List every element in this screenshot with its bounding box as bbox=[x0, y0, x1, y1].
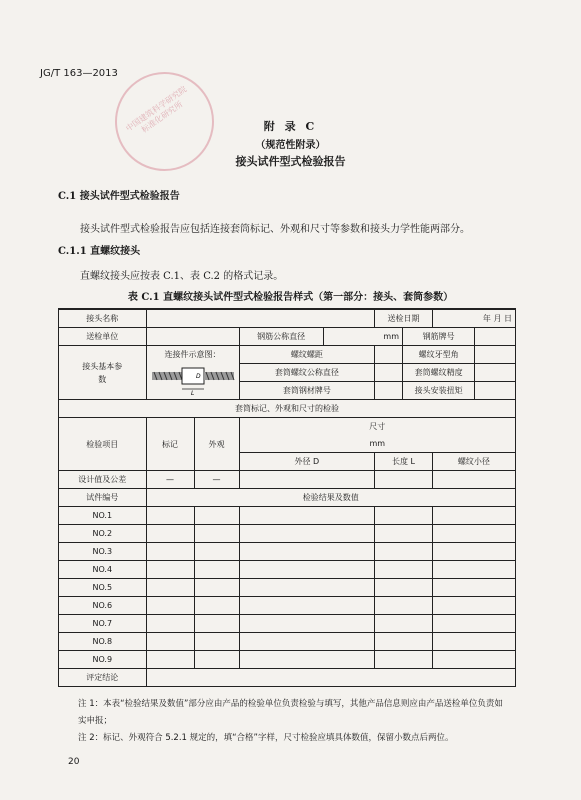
cell-design-appearance-dash: — bbox=[194, 471, 239, 489]
cell-sleeve-thread-dia-value[interactable] bbox=[375, 364, 403, 382]
result-cell[interactable] bbox=[432, 525, 515, 543]
diagram-D: D bbox=[195, 373, 201, 380]
cell-sleeve-section: 套筒标记、外观和尺寸的检验 bbox=[59, 400, 516, 418]
cell-joint-name-label: 接头名称 bbox=[59, 309, 147, 328]
table-caption: 表 C.1 直螺纹接头试件型式检验报告样式（第一部分：接头、套筒参数） bbox=[127, 292, 454, 303]
cell-results-header: 检验结果及数值 bbox=[146, 489, 515, 507]
specimen-label: NO.3 bbox=[59, 543, 147, 561]
cell-thread-profile-value[interactable] bbox=[475, 346, 516, 364]
result-cell[interactable] bbox=[194, 561, 239, 579]
result-cell[interactable] bbox=[146, 561, 194, 579]
result-cell[interactable] bbox=[194, 651, 239, 669]
result-cell[interactable] bbox=[375, 561, 433, 579]
result-cell[interactable] bbox=[239, 543, 375, 561]
result-cell[interactable] bbox=[239, 633, 375, 651]
result-cell[interactable] bbox=[146, 525, 194, 543]
rebar-left-icon bbox=[152, 372, 182, 380]
result-cell[interactable] bbox=[432, 579, 515, 597]
cell-outer-d-header: 外径 D bbox=[239, 453, 375, 471]
result-cell[interactable] bbox=[375, 615, 433, 633]
specimen-label: NO.7 bbox=[59, 615, 147, 633]
result-cell[interactable] bbox=[432, 543, 515, 561]
table-row bbox=[59, 561, 516, 579]
specimen-label: NO.9 bbox=[59, 651, 147, 669]
cell-joint-torque-label: 接头安装扭矩 bbox=[403, 382, 475, 400]
cell-sleeve-thread-acc-label: 套筒螺纹精度 bbox=[403, 364, 475, 382]
joint-basic-text: 接头基本参数 bbox=[82, 361, 123, 384]
result-cell[interactable] bbox=[194, 543, 239, 561]
result-cell[interactable] bbox=[375, 543, 433, 561]
cell-conclusion-label: 评定结论 bbox=[59, 669, 147, 687]
page-number: 20 bbox=[68, 757, 80, 767]
cell-thread-profile-label: 螺纹牙型角 bbox=[403, 346, 475, 364]
cell-design-value: 设计值及公差 bbox=[59, 471, 147, 489]
cell-joint-torque-value[interactable] bbox=[475, 382, 516, 400]
cell-thread-pitch-value[interactable] bbox=[375, 346, 403, 364]
result-cell[interactable] bbox=[194, 579, 239, 597]
cell-sleeve-steel-value[interactable] bbox=[375, 382, 403, 400]
result-cell[interactable] bbox=[146, 633, 194, 651]
result-cell[interactable] bbox=[146, 615, 194, 633]
result-cell[interactable] bbox=[239, 525, 375, 543]
cell-mark-header: 标记 bbox=[146, 418, 194, 471]
result-rows bbox=[59, 507, 516, 669]
result-cell[interactable] bbox=[375, 579, 433, 597]
result-cell[interactable] bbox=[432, 651, 515, 669]
cell-sleeve-thread-acc-value[interactable] bbox=[475, 364, 516, 382]
result-cell[interactable] bbox=[146, 579, 194, 597]
result-cell[interactable] bbox=[432, 507, 515, 525]
table-row bbox=[59, 579, 516, 597]
annex-name: 接头试件型式检验报告 bbox=[235, 155, 346, 168]
cell-submit-unit-label: 送检单位 bbox=[59, 328, 147, 346]
section-c1-heading: C.1 接头试件型式检验报告 bbox=[58, 191, 180, 202]
table-row bbox=[59, 615, 516, 633]
result-cell[interactable] bbox=[375, 597, 433, 615]
table-row bbox=[59, 543, 516, 561]
cell-sleeve-thread-dia-label: 套筒螺纹公称直径 bbox=[239, 364, 375, 382]
table-row bbox=[59, 597, 516, 615]
cell-submit-date-value[interactable]: 年 月 日 bbox=[432, 309, 515, 328]
annex-title: 附 录 C bbox=[263, 120, 318, 133]
cell-conclusion-value[interactable] bbox=[146, 669, 515, 687]
result-cell[interactable] bbox=[239, 597, 375, 615]
table-row bbox=[59, 525, 516, 543]
rebar-right-icon bbox=[204, 372, 234, 380]
cell-diagram bbox=[146, 346, 239, 400]
stamp-text: 中国建筑科学研究院标准化研究所 bbox=[124, 84, 189, 135]
result-cell[interactable] bbox=[432, 561, 515, 579]
result-cell[interactable] bbox=[194, 615, 239, 633]
result-cell[interactable] bbox=[239, 579, 375, 597]
note-1: 注 1：本表“检验结果及数值”部分应由产品的检验单位负责检验与填写，其他产品信息则应由产品送检单位负责如实申报； bbox=[78, 699, 503, 726]
specimen-label: NO.5 bbox=[59, 579, 147, 597]
result-cell[interactable] bbox=[146, 651, 194, 669]
specimen-label: NO.4 bbox=[59, 561, 147, 579]
specimen-label: NO.1 bbox=[59, 507, 147, 525]
result-cell[interactable] bbox=[194, 597, 239, 615]
cell-rebar-dia-label: 钢筋公称直径 bbox=[239, 328, 323, 346]
cell-rebar-grade-label: 钢筋牌号 bbox=[403, 328, 475, 346]
cell-length-l-header: 长度 L bbox=[375, 453, 433, 471]
cell-specimen-no: 试件编号 bbox=[59, 489, 147, 507]
specimen-label: NO.6 bbox=[59, 597, 147, 615]
cell-rebar-dia-unit[interactable]: mm bbox=[323, 328, 402, 346]
note-2: 注 2：标记、外观符合 5.2.1 规定的，填“合格”字样，尺寸检验应填具体数值，保留小数点后两位。 bbox=[78, 733, 454, 743]
result-cell[interactable] bbox=[375, 507, 433, 525]
section-c11-paragraph: 直螺纹接头应按表 C.1、表 C.2 的格式记录。 bbox=[80, 271, 284, 282]
result-cell[interactable] bbox=[146, 543, 194, 561]
sleeve-icon bbox=[182, 368, 204, 384]
result-cell[interactable] bbox=[375, 525, 433, 543]
diagram-L: L bbox=[190, 390, 194, 396]
result-cell[interactable] bbox=[432, 597, 515, 615]
result-cell[interactable] bbox=[239, 615, 375, 633]
cell-thread-pitch-label: 螺纹螺距 bbox=[239, 346, 375, 364]
cell-design-length[interactable] bbox=[375, 471, 433, 489]
cell-design-outer-d[interactable] bbox=[239, 471, 375, 489]
result-cell[interactable] bbox=[194, 633, 239, 651]
result-cell[interactable] bbox=[146, 597, 194, 615]
cell-size-header: 尺寸 bbox=[239, 418, 515, 436]
cell-rebar-grade-value[interactable] bbox=[475, 328, 516, 346]
standard-number: JG/T 163—2013 bbox=[40, 68, 118, 79]
cell-submit-date-label: 送检日期 bbox=[375, 309, 433, 328]
cell-joint-basic-label bbox=[59, 346, 147, 400]
result-cell[interactable] bbox=[239, 561, 375, 579]
table-row bbox=[59, 633, 516, 651]
cell-design-mark-dash: — bbox=[146, 471, 194, 489]
specimen-label: NO.2 bbox=[59, 525, 147, 543]
result-cell[interactable] bbox=[146, 507, 194, 525]
result-cell[interactable] bbox=[194, 507, 239, 525]
cell-joint-name-value[interactable] bbox=[146, 309, 375, 328]
cell-appearance-header: 外观 bbox=[194, 418, 239, 471]
result-cell[interactable] bbox=[432, 633, 515, 651]
result-cell[interactable] bbox=[239, 651, 375, 669]
result-cell[interactable] bbox=[375, 633, 433, 651]
result-cell[interactable] bbox=[194, 525, 239, 543]
table-row bbox=[59, 507, 516, 525]
specimen-label: NO.8 bbox=[59, 633, 147, 651]
cell-size-unit: mm bbox=[239, 435, 515, 453]
cell-thread-minor-header: 螺纹小径 bbox=[432, 453, 515, 471]
cell-sleeve-steel-label: 套筒钢材牌号 bbox=[239, 382, 375, 400]
annex-type: （规范性附录） bbox=[255, 140, 326, 151]
result-cell[interactable] bbox=[432, 615, 515, 633]
result-cell[interactable] bbox=[239, 507, 375, 525]
diagram-label: 连接件示意图： bbox=[164, 350, 221, 359]
cell-inspect-item: 检验项目 bbox=[59, 418, 147, 471]
inspection-table bbox=[58, 308, 516, 687]
section-c1-paragraph: 接头试件型式检验报告应包括连接套筒标记、外观和尺寸等参数和接头力学性能两部分。 bbox=[80, 224, 470, 235]
table-notes bbox=[78, 696, 508, 747]
coupler-diagram bbox=[150, 362, 236, 396]
result-cell[interactable] bbox=[375, 651, 433, 669]
cell-submit-unit-value[interactable] bbox=[146, 328, 239, 346]
table-row bbox=[59, 651, 516, 669]
section-c11-heading: C.1.1 直螺纹接头 bbox=[58, 246, 141, 257]
cell-design-thread-minor[interactable] bbox=[432, 471, 515, 489]
